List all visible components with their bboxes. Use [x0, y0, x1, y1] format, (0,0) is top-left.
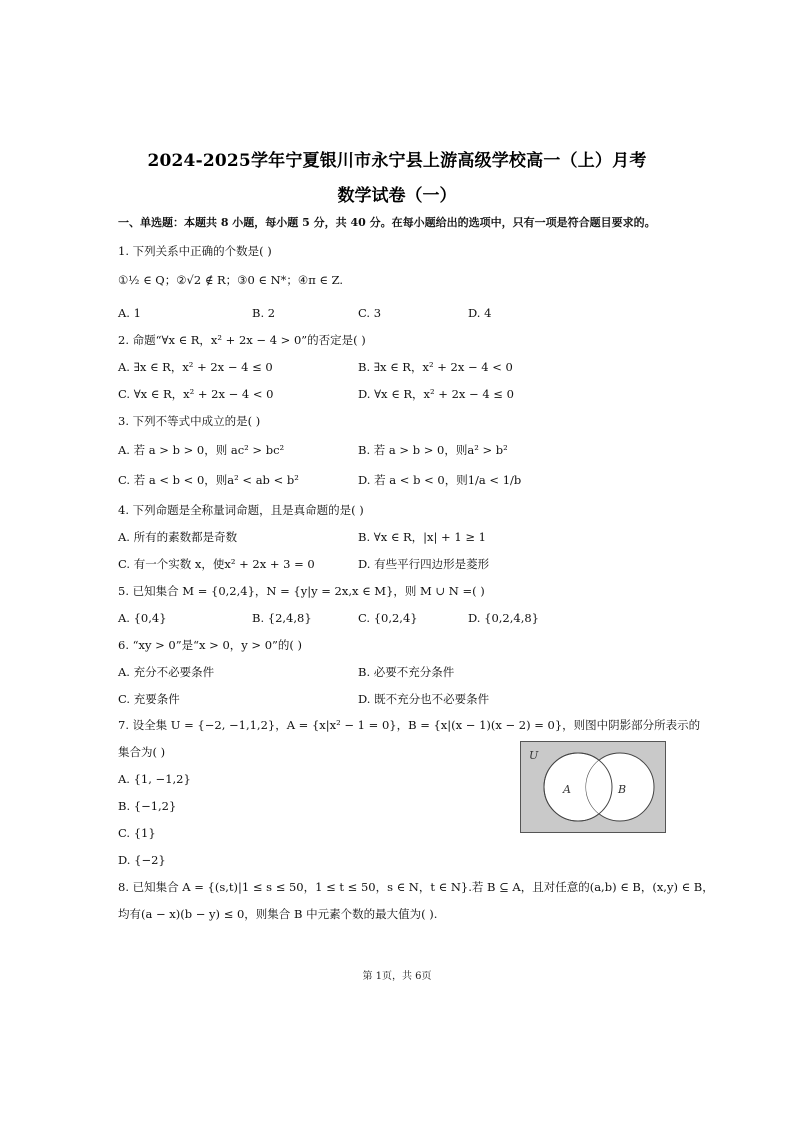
q2-option-c: C. ∀x ∈ R，x² + 2x − 4 < 0 — [118, 387, 274, 401]
q7-option-b: B. {−1,2} — [118, 799, 177, 813]
q4-stem: 4. 下列命题是全称量词命题，且是真命题的是( ) — [118, 503, 364, 517]
exam-subtitle: 数学试卷（一） — [337, 186, 457, 206]
q3-option-a: A. 若 a > b > 0，则 ac² > bc² — [118, 443, 285, 457]
q3-stem: 3. 下列不等式中成立的是( ) — [118, 414, 261, 428]
q7-stem-line2: 集合为( ) — [118, 745, 166, 759]
q3-option-b: B. 若 a > b > 0，则a² > b² — [358, 443, 508, 457]
q1-option-c: C. 3 — [358, 306, 382, 320]
q2-option-a: A. ∃x ∈ R，x² + 2x − 4 ≤ 0 — [118, 360, 273, 374]
q4-option-b: B. ∀x ∈ R，|x| + 1 ≥ 1 — [358, 530, 486, 544]
q8-stem-line1: 8. 已知集合 A = {(s,t)|1 ≤ s ≤ 50，1 ≤ t ≤ 50，s ∈ N，t ∈ N}.若 B ⊆ A，且对任意的(a,b) ∈ B，(x,y) ∈ B， — [118, 880, 714, 894]
q5-option-d: D. {0,2,4,8} — [468, 611, 539, 625]
q2-stem: 2. 命题“∀x ∈ R，x² + 2x − 4 > 0”的否定是( ) — [118, 333, 366, 347]
q5-option-a: A. {0,4} — [118, 611, 167, 625]
q6-stem: 6. “xy > 0”是“x > 0，y > 0”的( ) — [118, 638, 303, 652]
q4-option-a: A. 所有的素数都是奇数 — [118, 530, 238, 544]
q7-option-c: C. {1} — [118, 826, 156, 840]
venn-label-u: U — [529, 749, 539, 762]
exam-title: 2024-2025学年宁夏银川市永宁县上游高级学校高一（上）月考 — [147, 151, 647, 171]
q3-option-d: D. 若 a < b < 0，则1/a < 1/b — [358, 473, 522, 487]
q1-option-d: D. 4 — [468, 306, 492, 320]
q7-option-d: D. {−2} — [118, 853, 166, 867]
q7-option-a: A. {1, −1,2} — [118, 772, 191, 786]
q5-option-c: C. {0,2,4} — [358, 611, 418, 625]
q1-option-a: A. 1 — [118, 306, 141, 320]
section-heading: 一、单选题：本题共 8 小题，每小题 5 分，共 40 分。在每小题给出的选项中，只有一项是符合题目要求的。 — [118, 216, 656, 229]
q6-option-d: D. 既不充分也不必要条件 — [358, 692, 490, 706]
venn-diagram — [520, 741, 666, 833]
venn-label-b: B — [618, 783, 627, 796]
q1-items: ①½ ∈ Q；②√2 ∉ R；③0 ∈ N*；④π ∈ Z. — [118, 273, 344, 287]
q4-option-d: D. 有些平行四边形是菱形 — [358, 557, 490, 571]
q8-stem-line2: 均有(a − x)(b − y) ≤ 0，则集合 B 中元素个数的最大值为( ). — [118, 907, 438, 921]
venn-label-a: A — [563, 783, 571, 796]
q4-option-c: C. 有一个实数 x，使x² + 2x + 3 = 0 — [118, 557, 315, 571]
page-footer: 第 1页，共 6页 — [362, 971, 432, 982]
q5-stem: 5. 已知集合 M = {0,2,4}，N = {y|y = 2x,x ∈ M}，则 M ∪ N =( ) — [118, 584, 485, 598]
q7-stem-line1: 7. 设全集 U = {−2, −1,1,2}，A = {x|x² − 1 = 0}，B = {x|(x − 1)(x − 2) = 0}，则图中阴影部分所表示的 — [118, 718, 701, 732]
q2-option-b: B. ∃x ∈ R，x² + 2x − 4 < 0 — [358, 360, 513, 374]
q3-option-c: C. 若 a < b < 0，则a² < ab < b² — [118, 473, 299, 487]
q6-option-a: A. 充分不必要条件 — [118, 665, 215, 679]
q1-option-b: B. 2 — [252, 306, 276, 320]
q1-stem: 1. 下列关系中正确的个数是( ) — [118, 244, 272, 258]
q5-option-b: B. {2,4,8} — [252, 611, 312, 625]
q6-option-b: B. 必要不充分条件 — [358, 665, 455, 679]
q6-option-c: C. 充要条件 — [118, 692, 180, 706]
q2-option-d: D. ∀x ∈ R，x² + 2x − 4 ≤ 0 — [358, 387, 514, 401]
